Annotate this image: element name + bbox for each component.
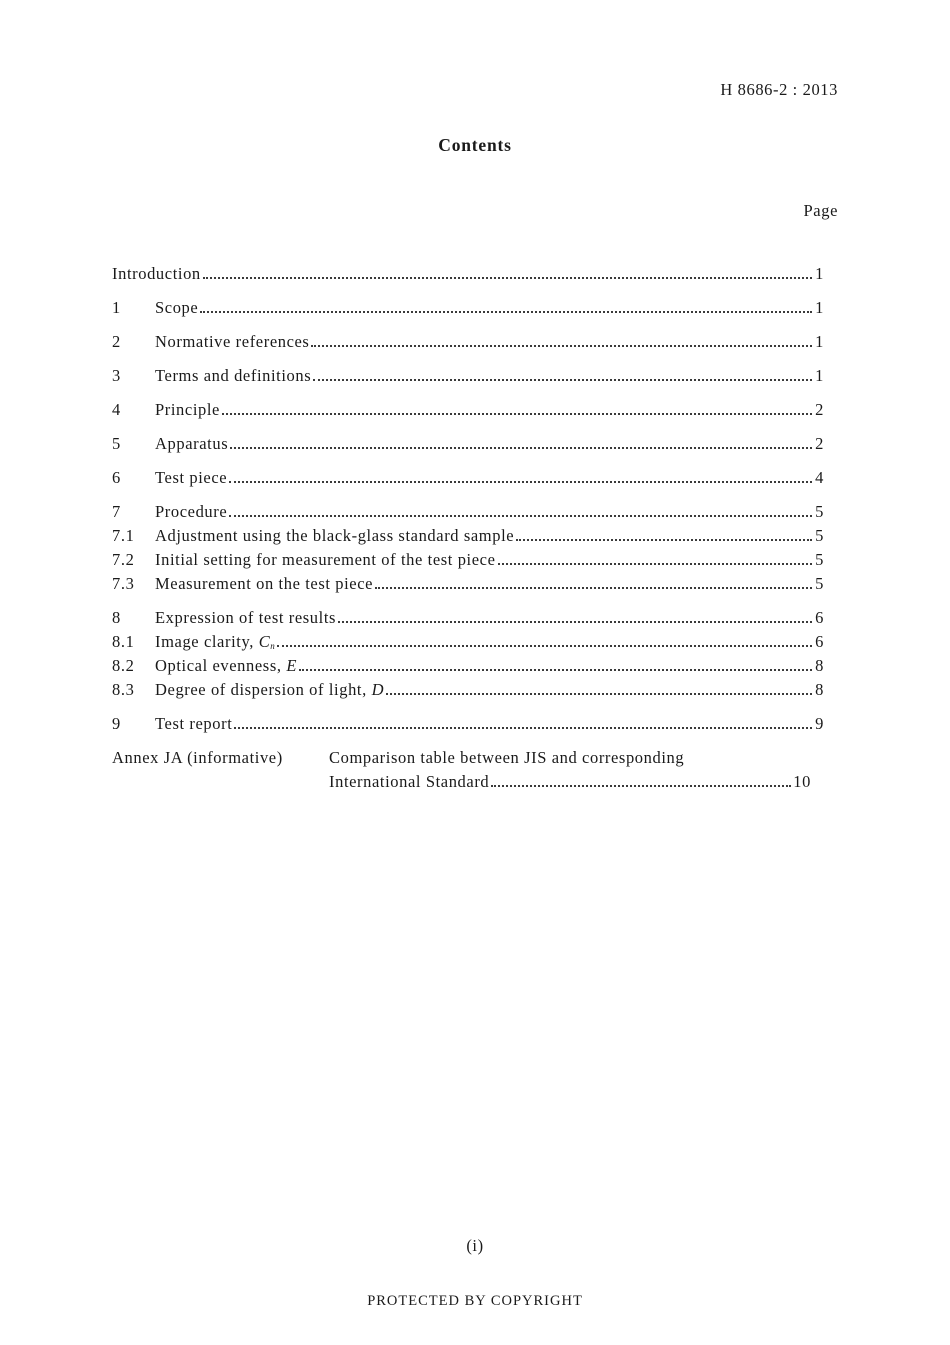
toc-entry-label: Procedure (155, 502, 228, 521)
toc-entry-page: 2 (815, 434, 824, 453)
toc-entry-number: 8 (112, 608, 121, 627)
toc-entry-page: 6 (815, 608, 824, 627)
toc-entry-page: 1 (815, 366, 824, 385)
toc-entry-number: 8.3 (112, 680, 135, 699)
toc-entry-page: 8 (815, 680, 824, 699)
dot-leader (516, 539, 812, 541)
toc-entry-number: 1 (112, 298, 121, 317)
toc-entry-expression-of-results[interactable] (112, 606, 824, 630)
toc-entry-number: 7.1 (112, 526, 135, 545)
symbol: E (286, 656, 297, 675)
toc-entry-number: 7 (112, 502, 121, 521)
toc-entry-label: Measurement on the test piece (155, 574, 374, 593)
toc-entry-label: Image clarity, $C_n$ (155, 632, 276, 651)
toc-entry-label: Introduction (112, 264, 201, 283)
toc-entry-page: 9 (815, 714, 824, 733)
toc-entry-label: Adjustment using the black-glass standard sample (155, 526, 515, 545)
toc-entry-principle[interactable] (112, 398, 824, 422)
dot-leader (234, 727, 812, 729)
dot-leader (491, 785, 791, 787)
toc-entry-image-clarity[interactable] (112, 630, 824, 654)
toc-entry-page: 5 (815, 526, 824, 545)
toc-entry-initial-setting[interactable] (112, 548, 824, 572)
toc-entry-label: Test report (155, 714, 233, 733)
toc-entry-label: Scope (155, 298, 199, 317)
dot-leader (311, 345, 812, 347)
toc-entry-scope[interactable] (112, 296, 824, 320)
toc-entry-terms-and-definitions[interactable] (112, 364, 824, 388)
annex-title (329, 746, 811, 794)
toc-entry-number: 3 (112, 366, 121, 385)
dot-leader (229, 515, 812, 517)
toc-entry-label: Test piece (155, 468, 228, 487)
dot-leader (299, 669, 812, 671)
dot-leader (200, 311, 812, 313)
toc-entry-label: Expression of test results (155, 608, 337, 627)
toc-entry-label: Degree of dispersion of light, D (155, 680, 385, 699)
toc-entry-annex-ja[interactable] (112, 746, 824, 794)
annex-title-line-2: International Standard 10 (329, 770, 811, 794)
dot-leader (230, 447, 812, 449)
toc-entry-test-report[interactable] (112, 712, 824, 736)
toc-entry-page: 5 (815, 502, 824, 521)
dot-leader (375, 587, 812, 589)
symbol: D (371, 680, 385, 699)
annex-label: Annex JA (informative) (112, 748, 283, 767)
toc-entry-label: Apparatus (155, 434, 229, 453)
dot-leader (338, 621, 812, 623)
toc-entry-page: 5 (815, 550, 824, 569)
toc-entry-procedure[interactable] (112, 500, 824, 524)
toc-entry-label: Principle (155, 400, 220, 419)
toc-entry-label: Normative references (155, 332, 310, 351)
dot-leader (498, 563, 813, 565)
toc-entry-number: 7.3 (112, 574, 135, 593)
toc-entry-label: Initial setting for measurement of the test piece (155, 550, 496, 569)
toc-entry-number: 5 (112, 434, 121, 453)
toc-entry-number: 7.2 (112, 550, 135, 569)
standard-identifier: H 8686-2 : 2013 (720, 80, 838, 99)
toc-entry-page: 5 (815, 574, 824, 593)
toc-entry-number: 8.1 (112, 632, 135, 651)
toc-entry-label: Optical evenness, E (155, 656, 297, 675)
dot-leader (277, 645, 812, 647)
toc-entry-apparatus[interactable] (112, 432, 824, 456)
dot-leader (203, 277, 812, 279)
table-of-contents (112, 262, 824, 794)
page-column-label: Page (803, 201, 838, 220)
symbol: C (258, 632, 271, 651)
dot-leader (222, 413, 812, 415)
toc-entry-page: 2 (815, 400, 824, 419)
toc-entry-page: 1 (815, 264, 824, 283)
copyright-notice: PROTECTED BY COPYRIGHT (367, 1293, 583, 1309)
toc-entry-dispersion[interactable] (112, 678, 824, 702)
page-title: Contents (438, 135, 512, 155)
toc-entry-number: 8.2 (112, 656, 135, 675)
toc-entry-label: Terms and definitions (155, 366, 312, 385)
toc-entry-number: 2 (112, 332, 121, 351)
toc-entry-number: 6 (112, 468, 121, 487)
toc-entry-number: 9 (112, 714, 121, 733)
toc-entry-page: 6 (815, 632, 824, 651)
toc-entry-number: 4 (112, 400, 121, 419)
toc-entry-page: 1 (815, 332, 824, 351)
annex-page: 10 (793, 772, 811, 791)
toc-entry-adjustment[interactable] (112, 524, 824, 548)
toc-entry-normative-references[interactable] (112, 330, 824, 354)
subscript: n (270, 641, 276, 651)
footer-page-number: (i) (466, 1236, 484, 1255)
toc-entry-page: 8 (815, 656, 824, 675)
toc-entry-page: 4 (815, 468, 824, 487)
toc-entry-page: 1 (815, 298, 824, 317)
toc-entry-optical-evenness[interactable] (112, 654, 824, 678)
dot-leader (386, 693, 812, 695)
toc-entry-introduction[interactable] (112, 262, 824, 286)
toc-entry-measurement[interactable] (112, 572, 824, 596)
dot-leader (229, 481, 812, 483)
annex-title-line-1: Comparison table between JIS and corresponding (329, 748, 685, 767)
dot-leader (313, 379, 812, 381)
toc-entry-test-piece[interactable] (112, 466, 824, 490)
